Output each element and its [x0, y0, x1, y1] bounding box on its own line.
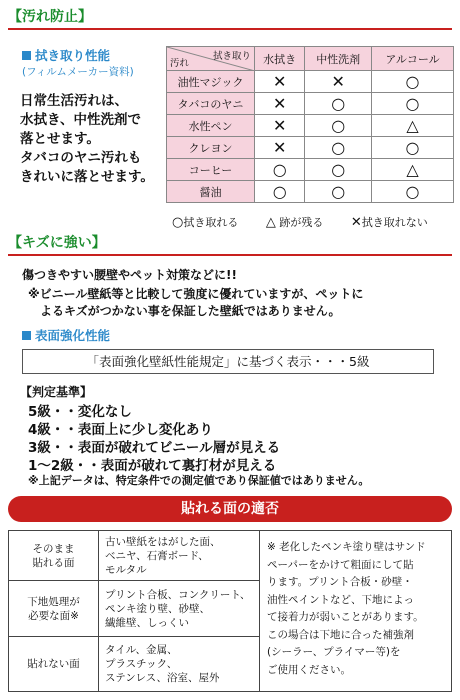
result-mark: ○: [331, 115, 346, 135]
table-row: [167, 137, 454, 159]
legend-circle-label: 拭き取れる: [183, 216, 239, 229]
triangle-icon: △: [265, 215, 276, 230]
row-label: [9, 581, 99, 636]
wipe-description-line: きれいに落とせます。: [20, 169, 154, 185]
wipe-heading-text: 拭き取り性能: [35, 48, 111, 63]
result-mark: ○: [331, 137, 346, 157]
result-mark: ○: [405, 93, 420, 113]
row-label-line: 貼れる面: [32, 556, 75, 569]
row-label: クレヨン: [167, 137, 255, 159]
wipe-description-line: タバコのヤニ汚れも: [20, 150, 142, 166]
note-line: ご使用ください。: [267, 663, 351, 676]
wipe-table: [166, 46, 454, 203]
row-body-line: 古い壁紙をはがした面、: [105, 536, 221, 548]
wipe-description: [20, 92, 154, 187]
row-label: タバコのヤニ: [167, 93, 255, 115]
column-header: アルコール: [372, 47, 454, 71]
wipe-description-line: 水拭き、中性洗剤で: [20, 112, 141, 128]
note-line: この場合は下地に合った補強剤: [267, 628, 414, 641]
note-line: ります。プリント合板・砂壁・: [267, 576, 413, 588]
row-body-line: タイル、金属、: [105, 644, 178, 656]
criteria-heading: 【判定基準】: [20, 385, 93, 399]
corner-bottom-label: 汚れ: [170, 58, 190, 69]
legend-triangle: [266, 216, 336, 229]
criteria-item: 3級・・表面が破れてビニール層が見える: [28, 440, 281, 456]
legend-circle: [172, 216, 250, 229]
result-mark: ○: [272, 159, 287, 179]
result-mark: ○: [405, 137, 420, 157]
surface-heading: [22, 326, 110, 344]
result-mark: ○: [405, 71, 420, 91]
legend-cross-label: 拭き取れない: [361, 216, 428, 229]
criteria-item: 4級・・表面上に少し変化あり: [28, 422, 213, 438]
result-mark: ✕: [272, 137, 287, 157]
section-scratch-header: [8, 232, 452, 256]
row-label: 油性マジック: [167, 71, 255, 93]
result-mark: △: [406, 159, 419, 179]
scratch-line-3: よるキズがつかない事を保証した壁紙ではありません。: [40, 304, 341, 318]
criteria-note: ※上記データは、特定条件での測定値であり保証値ではありません。: [28, 474, 370, 487]
row-body-line: 繊維壁、しっくい: [105, 617, 189, 629]
row-label-line: 必要な面※: [28, 609, 79, 622]
applicable-note: [267, 539, 447, 679]
note-line: ペーパーをかけて粗面にして貼: [267, 558, 414, 571]
row-body-line: プラスチック、: [105, 658, 178, 670]
surface-heading-text: 表面強化性能: [35, 328, 111, 343]
result-mark: ○: [331, 93, 346, 113]
table-row: [167, 71, 454, 93]
table-row: [167, 181, 454, 203]
mark-legend: [172, 214, 452, 230]
scratch-line-1: 傷つきやすい腰壁やペット対策などに!!: [22, 268, 237, 282]
grade-box: 「表面強化壁紙性能規定」に基づく表示・・・5級: [22, 349, 434, 374]
row-label: 水性ペン: [167, 115, 255, 137]
result-mark: ○: [331, 159, 346, 179]
section-stain-title: 【汚れ防止】: [8, 9, 92, 25]
result-mark: ○: [405, 181, 420, 201]
table-row: [167, 93, 454, 115]
wipe-description-line: 落とせます。: [20, 131, 100, 147]
square-bullet-icon: [22, 51, 31, 60]
result-mark: ○: [331, 181, 346, 201]
wipe-heading: [22, 46, 110, 64]
row-body-line: ペンキ塗り壁、砂壁、: [105, 603, 210, 615]
legend-cross: [351, 216, 440, 229]
section-stain-header: [8, 6, 452, 30]
row-label: 醤油: [167, 181, 255, 203]
column-header: 中性洗剤: [305, 47, 372, 71]
legend-triangle-label: 跡が残る: [279, 216, 324, 229]
table-row: [9, 581, 259, 637]
circle-icon: ○: [172, 215, 184, 230]
row-label-line: 下地処理が: [27, 595, 80, 608]
result-mark: ○: [272, 181, 287, 201]
row-body-line: ステンレス、浴室、屋外: [105, 672, 220, 684]
note-line: て接着力が弱いことがあります。: [267, 611, 424, 623]
row-body-line: モルタル: [105, 564, 147, 576]
result-mark: ✕: [272, 93, 287, 113]
row-body: [105, 535, 255, 577]
row-body: [105, 588, 255, 630]
table-header-row: [167, 47, 454, 71]
row-label: [9, 531, 99, 580]
table-corner-cell: [167, 47, 255, 71]
wipe-note: (フィルムメーカー資料): [22, 66, 134, 78]
table-row: [167, 115, 454, 137]
column-header: 水拭き: [255, 47, 305, 71]
result-mark: ✕: [272, 71, 287, 91]
note-line: ※ 老化したペンキ塗り壁はサンド: [267, 541, 426, 553]
note-line: (シーラー、プライマー等)を: [267, 646, 401, 658]
square-bullet-icon: [22, 331, 31, 340]
row-body: [105, 643, 255, 685]
row-label-line: 貼れない面: [27, 658, 80, 670]
result-mark: ✕: [331, 71, 345, 91]
criteria-item: 1～2級・・表面が破れて裏打材が見える: [28, 458, 277, 474]
criteria-item: 5級・・変化なし: [28, 404, 132, 420]
scratch-line-2: ※ビニール壁紙等と比較して強度に優れていますが、ペットに: [28, 287, 364, 301]
table-row: [167, 159, 454, 181]
row-label-line: そのまま: [32, 542, 75, 555]
applicability-table: [8, 530, 452, 692]
row-label: [9, 637, 99, 691]
row-body-line: ベニヤ、石膏ボード、: [105, 550, 209, 562]
table-divider: [259, 531, 260, 691]
corner-top-label: 拭き取り: [212, 51, 251, 62]
row-label: コーヒー: [167, 159, 255, 181]
section-scratch-title: 【キズに強い】: [8, 235, 106, 251]
table-row: [9, 531, 259, 581]
applicable-banner: 貼れる面の適否: [8, 496, 452, 522]
cross-icon: ✕: [350, 215, 362, 230]
table-row: [9, 637, 259, 691]
wipe-description-line: 日常生活汚れは、: [20, 93, 128, 109]
note-line: 油性ペイントなど、下地によっ: [267, 593, 414, 606]
result-mark: ✕: [272, 115, 287, 135]
result-mark: △: [406, 115, 419, 135]
row-body-line: プリント合板、コンクリート、: [105, 589, 251, 601]
